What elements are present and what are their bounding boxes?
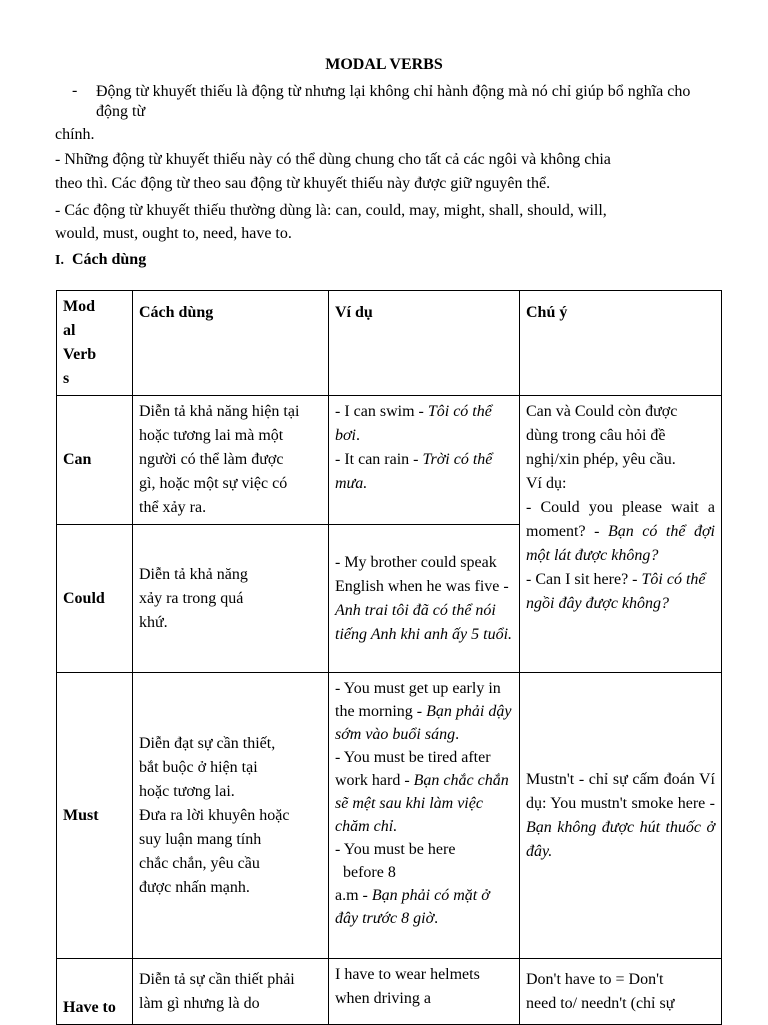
verb-can: Can (57, 396, 133, 525)
usage-line: làm gì nhưng là do (139, 994, 260, 1012)
bullet-dash: - (72, 82, 78, 99)
note-must (520, 673, 722, 959)
header-modal-verbs (57, 291, 133, 396)
usage-line: bắt buộc ở hiện tại (139, 758, 258, 776)
usage-line: suy luận mang tính (139, 830, 262, 848)
usage-line: hoặc tương lai. (139, 782, 235, 800)
usage-line: gì, hoặc một sự việc có (139, 475, 288, 492)
note-translation: Bạn không được hút thuốc ở đây. (526, 818, 715, 860)
note-example-2 (526, 568, 715, 616)
intro-paragraph-2-line-1: - Những động từ khuyết thiếu này có thể dùng chung cho tất cả các ngôi và không chia (55, 151, 611, 168)
intro-paragraph-2-line-2: theo thì. Các động từ theo sau động từ khuyết thiếu này được giữ nguyên thể. (55, 175, 551, 192)
usage-line: Diễn tả sự cần thiết phải (139, 970, 295, 988)
example-translation: Bạn chắc chắn sẽ mệt sau khi làm việc chăm chỉ. (335, 772, 509, 835)
example-translation: Bạn phải dậy sớm vào buổi sáng (335, 703, 512, 743)
intro-bullet-continuation: chính. (55, 126, 95, 143)
usage-could (133, 525, 329, 673)
usage-line: Diễn tả khả năng hiện tại (139, 403, 300, 420)
example-text: - You must be tired after work hard - (335, 749, 491, 789)
header-modal-line: Mod (63, 298, 95, 315)
table-row-must (57, 673, 722, 959)
usage-line: Diễn tả khả năng (139, 565, 248, 583)
example-must-1 (335, 677, 513, 746)
example-can-2 (335, 448, 513, 496)
example-can-1 (335, 400, 513, 448)
example-can (329, 396, 520, 525)
example-translation: Trời có thể mưa. (335, 451, 493, 492)
usage-line: thể xảy ra. (139, 499, 207, 516)
example-text: . (434, 910, 439, 927)
usage-have-to (133, 959, 329, 1025)
modal-verbs-table (56, 290, 722, 1025)
table-row-have-to (57, 959, 722, 1025)
example-text: . (455, 726, 460, 743)
table-row-can (57, 396, 722, 525)
note-line: need to/ needn't (chỉ sự (526, 994, 675, 1012)
note-example-1 (526, 496, 715, 568)
example-line: I have to wear helmets (335, 966, 480, 983)
usage-line: Đưa ra lời khuyên hoặc (139, 806, 290, 824)
example-translation: Anh trai tôi đã có thể nói tiếng Anh khi anh ấy 5 tuổi. (335, 601, 513, 643)
example-must-3-line: - You must be here (335, 841, 456, 858)
example-have-to (329, 959, 520, 1025)
example-text: a.m - (335, 887, 372, 904)
section-number: I. (55, 253, 64, 268)
example-translation: Tôi có thể bơi (335, 403, 492, 444)
note-line: Don't have to = Don't (526, 970, 664, 988)
note-text: Mustn't - chỉ sự cấm đoán Ví dụ: You mustn't smoke here - (526, 770, 715, 812)
note-line: Can và Could còn được (526, 403, 678, 420)
header-modal-line: Verb (63, 346, 97, 363)
example-must-2 (335, 746, 513, 838)
example-must-3 (335, 884, 513, 930)
example-line: when driving a (335, 990, 431, 1007)
section-title: Cách dùng (71, 251, 147, 268)
intro-bullet-text: Động từ khuyết thiếu là động từ nhưng lại không chỉ hành động mà nó chỉ giúp bổ nghĩa cho động từ (96, 83, 691, 120)
example-could-1 (335, 551, 513, 647)
document-title: MODAL VERBS (325, 56, 443, 73)
header-example: Ví dụ (329, 291, 520, 396)
header-modal-line: s (63, 370, 70, 387)
usage-line: người có thể làm được (139, 451, 284, 468)
section-heading (55, 251, 146, 269)
verb-have-to: Have to (57, 959, 133, 1025)
usage-line: được nhấn mạnh. (139, 878, 250, 896)
usage-line: khứ. (139, 613, 168, 631)
example-text: - It can rain - (335, 451, 423, 468)
example-text: . (355, 427, 360, 444)
table-header-row (57, 291, 722, 396)
note-example-text: - Can I sit here? - (526, 571, 642, 588)
usage-line: Diễn đạt sự cần thiết, (139, 734, 276, 752)
example-translation: Bạn phải có mặt ở đây trước 8 giờ (335, 887, 490, 927)
example-text: - You must get up early in the morning - (335, 680, 501, 720)
usage-line: chắc chắn, yêu cầu (139, 854, 260, 872)
note-line: dùng trong câu hỏi đề (526, 427, 666, 444)
header-usage: Cách dùng (133, 291, 329, 396)
intro-paragraph-3-line-2: would, must, ought to, need, have to. (55, 225, 292, 242)
note-line: nghị/xin phép, yêu cầu. (526, 451, 676, 468)
note-can-could (520, 396, 722, 673)
note-example-translation: Bạn có thể đợi một lát được không? (526, 523, 716, 564)
note-example-text: - Could you please wait a moment? - (526, 499, 715, 540)
usage-can (133, 396, 329, 525)
header-modal-line: al (63, 322, 76, 339)
example-must (329, 673, 520, 959)
usage-must (133, 673, 329, 959)
usage-line: hoặc tương lai mà một (139, 427, 284, 444)
example-must-3-line: before 8 (343, 864, 396, 881)
intro-paragraph-3-line-1: - Các động từ khuyết thiếu thường dùng là: can, could, may, might, shall, should, will, (55, 202, 607, 219)
note-line: Ví dụ: (526, 475, 567, 492)
usage-line: xảy ra trong quá (139, 589, 244, 607)
note-example-translation: Tôi có thể ngồi đây được không? (526, 571, 706, 612)
example-could (329, 525, 520, 673)
verb-could: Could (57, 525, 133, 673)
example-text: - My brother could speak English when he was five - (335, 553, 509, 595)
example-text: - I can swim - (335, 403, 428, 420)
header-note: Chú ý (520, 291, 722, 396)
verb-must: Must (57, 673, 133, 959)
note-must-text (526, 768, 715, 864)
note-have-to (520, 959, 722, 1025)
